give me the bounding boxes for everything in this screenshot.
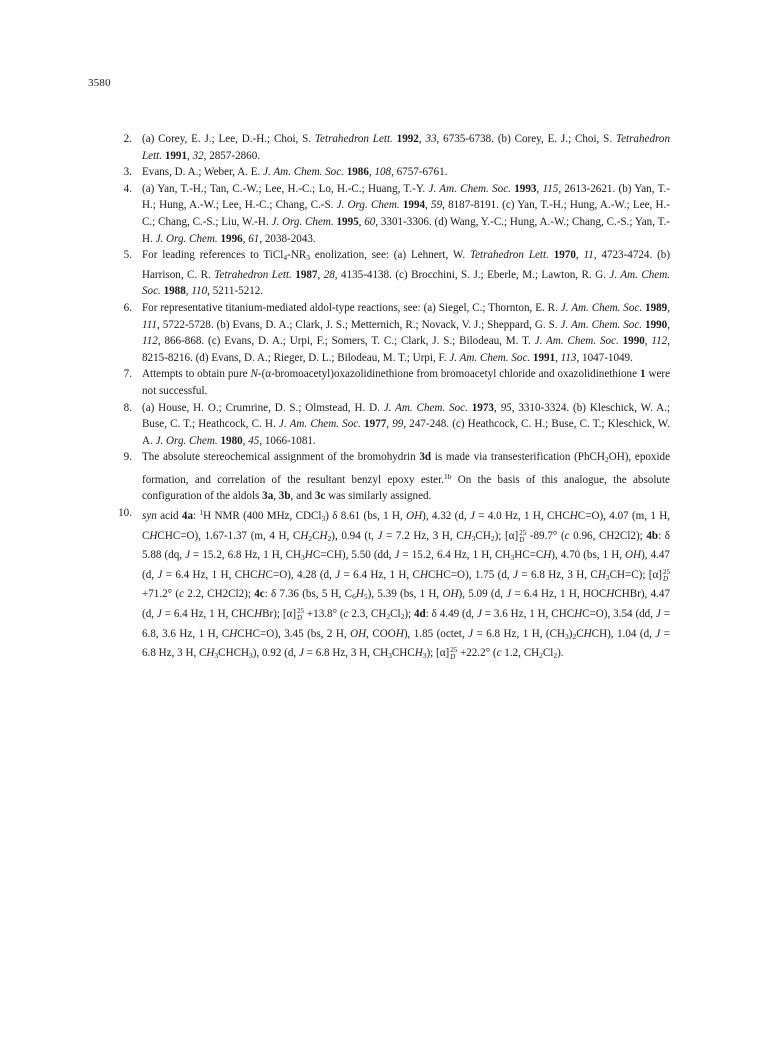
reference-item (110, 131, 670, 164)
reference-text: (a) Corey, E. J.; Lee, D.-H.; Choi, S. Tetrahedron Lett. 1992, 33, 6735-6738. (b) Corey, E. J.; Choi, S. Tetrahedron Lett. 1991, 32, 2857-2860. (142, 133, 670, 162)
reference-item (110, 247, 670, 300)
reference-list (110, 131, 670, 665)
reference-item (110, 366, 670, 399)
reference-text: For representative titanium-mediated aldol-type reactions, see: (a) Siegel, C.; Thornton, E. R. J. Am. Chem. Soc. 1989, 111, 5722-5728. (b) Evans, D. A.; Clark, J. S.; Metternich, R.; Novack, V. J.; Sheppard, G. S. J. Am. Chem. Soc. 1990, 112, 866-868. (c) Evans, D. A.; Urpi, F.; Somers, T. C.; Clark, J. S.; Bilodeau, M. T. J. Am. Chem. Soc. 1990, 112, 8215-8216. (d) Evans, D. A.; Rieger, D. L.; Bilodeau, M. T.; Urpi, F. J. Am. Chem. Soc. 1991, 113, 1047-1049. (142, 301, 671, 364)
reference-text: (a) House, H. O.; Crumrine, D. S.; Olmstead, H. D. J. Am. Chem. Soc. 1973, 95, 3310-3324. (b) Kleschick, W. A.; Buse, C. T.; Heathcock, C. H. J. Am. Chem. Soc. 1977, 99, 247-248. (c) Heathcock, C. H.; Buse, C. T.; Kleschick, W. A. J. Org. Chem. 1980, 45, 1066-1081. (142, 401, 671, 447)
reference-text: Attempts to obtain pure N-(α-bromoacetyl)oxazolidinethione from bromoacetyl chloride and oxazolidinethione 1 were not successful. (142, 368, 670, 397)
page-number: 3580 (88, 77, 111, 89)
reference-number: 10. (118, 507, 132, 520)
reference-text: The absolute stereochemical assignment of the bromohydrin 3d is made via transesterification (PhCH$_2$OH), epoxide formation, and correlation of the resultant benzyl epoxy ester.$^{1b}$ On the basis of this analogue, the absolute configuration of the aldols 3a, 3b, and 3c was similarly assigned. (142, 451, 671, 503)
reference-number: 3. (123, 166, 132, 179)
reference-text: Evans, D. A.; Weber, A. E. J. Am. Chem. Soc. 1986, 108, 6757-6761. (142, 166, 448, 179)
reference-item (110, 164, 670, 181)
reference-number: 5. (123, 249, 132, 262)
reference-number: 7. (123, 368, 132, 381)
reference-text: (a) Yan, T.-H.; Tan, C.-W.; Lee, H.-C.; Lo, H.-C.; Huang, T.-Y. J. Am. Chem. Soc. 1993, 115, 2613-2621. (b) Yan, T.-H.; Hung, A.-W.; Lee, H.-C.; Chang, C.-S. J. Org. Chem. 1994, 59, 8187-8191. (c) Yan, T.-H.; Hung, A.-W.; Lee, H.-C.; Chang, C.-S.; Liu, W.-H. J. Org. Chem. 1995, 60, 3301-3306. (d) Wang, Y.-C.; Hung, A.-W.; Chang, C.-S.; Yan, T.-H. J. Org. Chem. 1996, 61, 2038-2043. (142, 182, 671, 245)
reference-item (110, 300, 670, 366)
reference-item (110, 505, 670, 665)
reference-text: syn acid 4a: $^1$H NMR (400 MHz, CDCl$_3$) δ 8.61 (bs, 1 H, OH), 4.32 (d, J = 4.0 Hz, 1 H, CHCHC=O), 4.07 (m, 1 H, CHCHC=O), 1.67-1.37 (m, 4 H, $CH_2CH_2$), 0.94 (t, J = 7.2 Hz, 3 H, $CH_3CH_2$); [α] 25 D -89.7° (c 0.96, CH2Cl2); 4b: δ 5.88 (dq, J = 15.2, 6.8 Hz, 1 H, $CH_3HC=CH$), 5.50 (dd, J = 15.2, 6.4 Hz, 1 H, $CH_3HC=CH$), 4.70 (bs, 1 H, OH), 4.47 (d, J = 6.4 Hz, 1 H, CHCHC=O), 4.28 (d, J = 6.4 Hz, 1 H, CHCHC=O), 1.75 (d, J = 6.8 Hz, 3 H, $CH_3CH=C$); [α] 25 D +71.2° (c 2.2, CH2Cl2); 4c: δ 7.36 (bs, 5 H, $C_6H_5$), 5.39 (bs, 1 H, OH), 5.09 (d, J = 6.4 Hz, 1 H, HOCHCHBr), 4.47 (d, J = 6.4 Hz, 1 H, CHCHBr); [α] 25 D +13.8° (c 2.3, $CH_2Cl_2$); 4d: δ 4.49 (d, J = 3.6 Hz, 1 H, CHCHC=O), 3.54 (dd, J = 6.8, 3.6 Hz, 1 H, CHCHC=O), 3.45 (bs, 2 H, OH, COOH), 1.85 (octet, J = 6.8 Hz, 1 H, $(CH_3)_2CHCH$), 1.04 (d, J = 6.8 Hz, 3 H, $CH_3CHCH_3$), 0.92 (d, J = 6.8 Hz, 3 H, $CH_3CHCH_3$); [α] 25 D +22.2° (c 1.2, $CH_2Cl_2$). (142, 508, 671, 662)
reference-number: 8. (123, 401, 132, 414)
reference-number: 9. (123, 451, 132, 464)
reference-number: 2. (123, 133, 132, 145)
reference-item (110, 400, 670, 450)
reference-number: 4. (123, 182, 132, 195)
reference-text: For leading references to $TiCl_4-NR_3$ enolization, see: (a) Lehnert, W. Tetrahedron Lett. 1970, 11, 4723-4724. (b) Harrison, C. R. Tetrahedron Lett. 1987, 28, 4135-4138. (c) Brocchini, S. J.; Eberle, M.; Lawton, R. G. J. Am. Chem. Soc. 1988, 110, 5211-5212. (142, 249, 671, 298)
reference-item (110, 449, 670, 505)
reference-number: 6. (123, 301, 132, 314)
reference-item (110, 181, 670, 247)
